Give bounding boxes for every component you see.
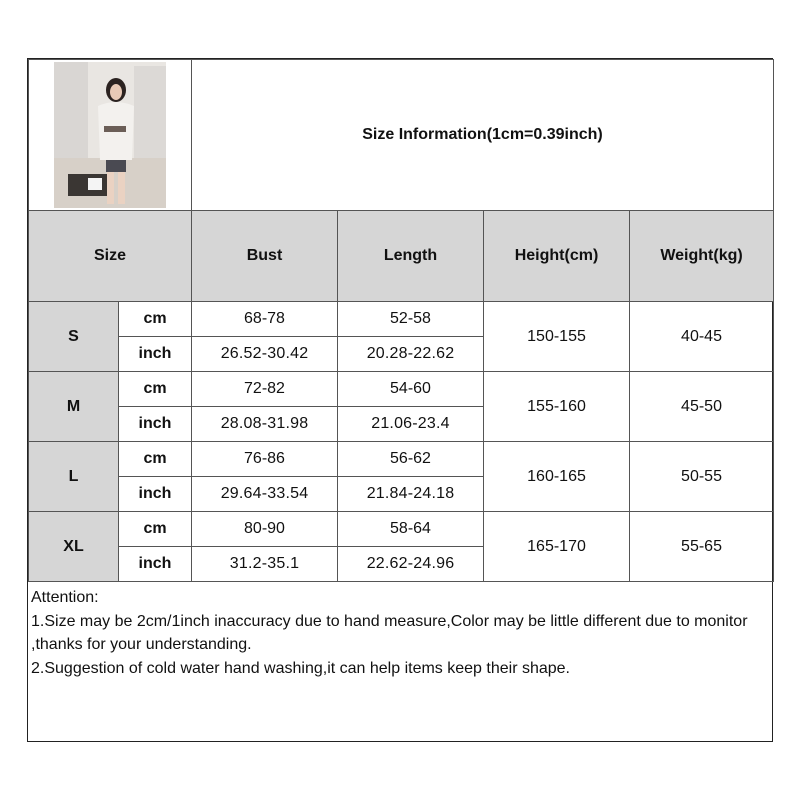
size-chart-sheet	[27, 58, 773, 742]
bust-inch-xl: 31.2-35.1	[192, 547, 338, 582]
column-header-bust: Bust	[192, 211, 338, 302]
length-cm-xl: 58-64	[338, 512, 484, 547]
unit-cm: cm	[119, 442, 192, 477]
unit-cm: cm	[119, 372, 192, 407]
unit-cm: cm	[119, 302, 192, 337]
product-photo-cell	[29, 60, 192, 211]
height-l: 160-165	[484, 442, 630, 512]
unit-inch: inch	[119, 407, 192, 442]
size-table	[28, 59, 774, 582]
column-header-size: Size	[29, 211, 192, 302]
size-label-xl: XL	[29, 512, 119, 582]
page-title: Size Information(1cm=0.39inch)	[192, 60, 774, 211]
weight-s: 40-45	[630, 302, 774, 372]
bust-inch-l: 29.64-33.54	[192, 477, 338, 512]
height-m: 155-160	[484, 372, 630, 442]
weight-xl: 55-65	[630, 512, 774, 582]
length-inch-l: 21.84-24.18	[338, 477, 484, 512]
product-photo	[54, 62, 166, 208]
column-header-weight: Weight(kg)	[630, 211, 774, 302]
length-inch-xl: 22.62-24.96	[338, 547, 484, 582]
bust-inch-s: 26.52-30.42	[192, 337, 338, 372]
length-cm-s: 52-58	[338, 302, 484, 337]
unit-inch: inch	[119, 477, 192, 512]
column-header-length: Length	[338, 211, 484, 302]
length-cm-m: 54-60	[338, 372, 484, 407]
unit-cm: cm	[119, 512, 192, 547]
bust-cm-m: 72-82	[192, 372, 338, 407]
length-inch-m: 21.06-23.4	[338, 407, 484, 442]
length-cm-l: 56-62	[338, 442, 484, 477]
column-header-height: Height(cm)	[484, 211, 630, 302]
attention-notes	[31, 586, 768, 680]
size-label-m: M	[29, 372, 119, 442]
weight-l: 50-55	[630, 442, 774, 512]
bust-cm-l: 76-86	[192, 442, 338, 477]
unit-inch: inch	[119, 337, 192, 372]
height-xl: 165-170	[484, 512, 630, 582]
height-s: 150-155	[484, 302, 630, 372]
size-label-l: L	[29, 442, 119, 512]
attention-note-1: 1.Size may be 2cm/1inch inaccuracy due to hand measure,Color may be little different due to monitor ,thanks for your understanding.	[31, 612, 748, 653]
unit-inch: inch	[119, 547, 192, 582]
weight-m: 45-50	[630, 372, 774, 442]
size-label-s: S	[29, 302, 119, 372]
length-inch-s: 20.28-22.62	[338, 337, 484, 372]
attention-heading: Attention:	[31, 589, 99, 606]
bust-cm-s: 68-78	[192, 302, 338, 337]
attention-note-2: 2.Suggestion of cold water hand washing,it can help items keep their shape.	[31, 659, 570, 677]
bust-inch-m: 28.08-31.98	[192, 407, 338, 442]
bust-cm-xl: 80-90	[192, 512, 338, 547]
